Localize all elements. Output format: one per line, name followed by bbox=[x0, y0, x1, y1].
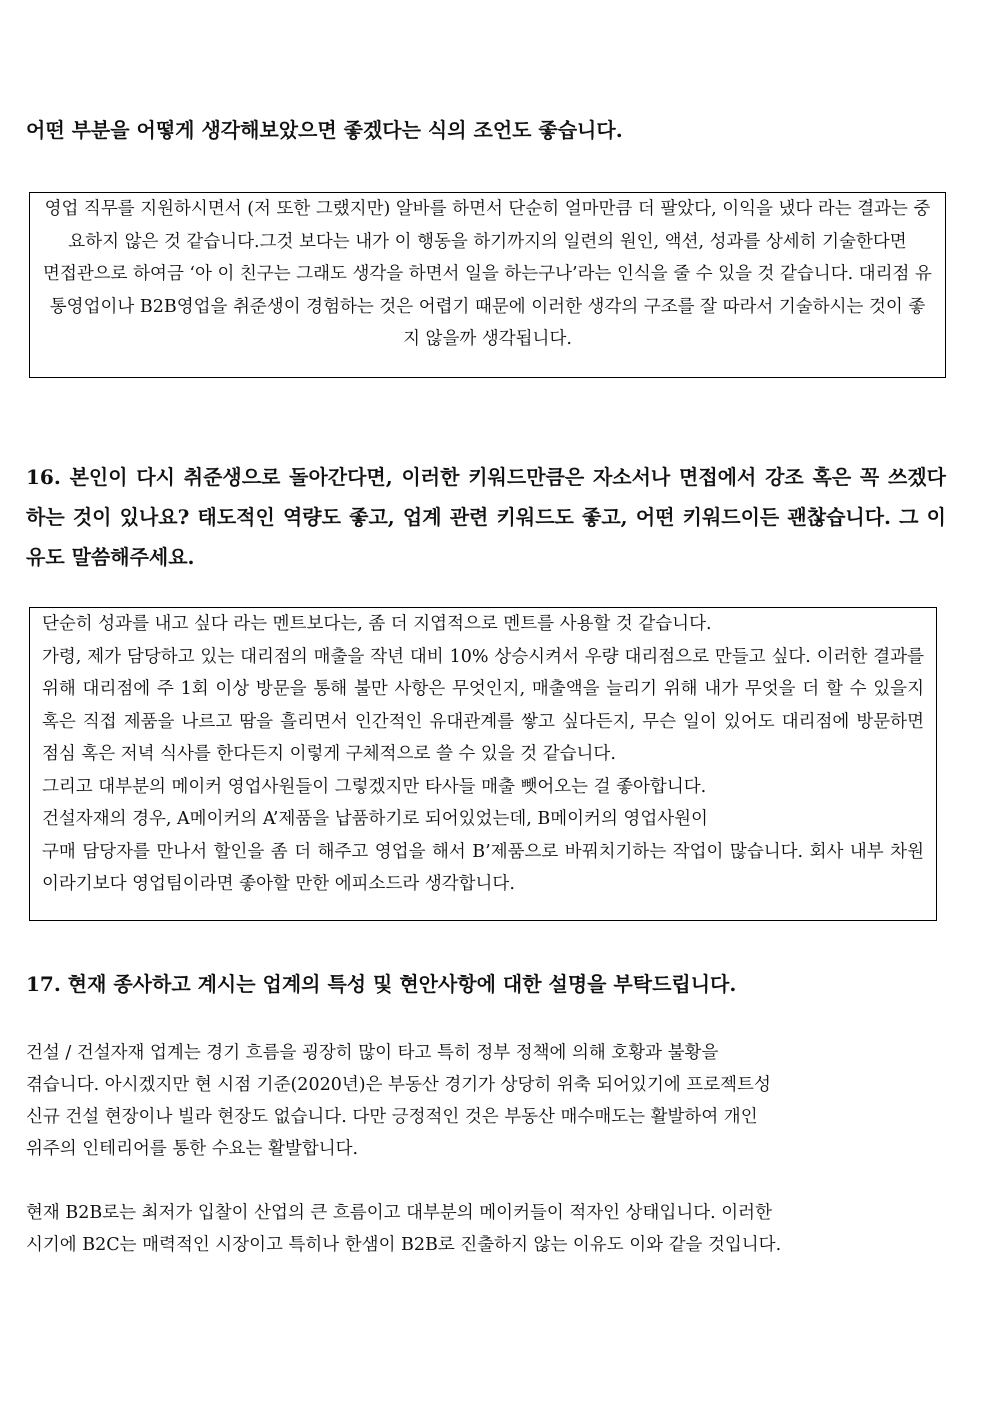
answer-box-1-paragraph: 면접관으로 하여금 ‘아 이 친구는 그래도 생각을 하면서 일을 하는구나’라는 인식을 줄 수 있을 것 같습니다. 대리점 유통영업이나 B2B영업을 취준생이 경험하는 것은 어렵기 때문에 이러한 생각의 구조를 잘 따라서 기술하시는 것이 좋지 않을까 생각됩니다. bbox=[43, 264, 932, 349]
text-line: 시기에 B2C는 매력적인 시장이고 특히나 한샘이 B2B로 진출하지 않는 이유도 이와 같을 것입니다. bbox=[26, 1235, 782, 1255]
question-17-paragraph-2 bbox=[26, 1197, 936, 1261]
answer-box-2-paragraph: 건설자재의 경우, A메이커의 A’제품을 납품하기로 되어있었는데, B메이커의 영업사원이 bbox=[42, 809, 708, 829]
question-17-paragraph-1 bbox=[26, 1037, 936, 1165]
answer-box-1 bbox=[29, 192, 946, 378]
text-line: 신규 건설 현장이나 빌라 현장도 없습니다. 다만 긍정적인 것은 부동산 매수매도는 활발하여 개인 bbox=[26, 1107, 758, 1127]
text-line: 겪습니다. 아시겠지만 현 시점 기준(2020년)은 부동산 경기가 상당히 위축 되어있기에 프로젝트성 bbox=[26, 1075, 771, 1095]
question-17-heading: 17. 현재 종사하고 계시는 업계의 특성 및 현안사항에 대한 설명을 부탁드립니다. bbox=[26, 972, 737, 996]
answer-box-2-paragraph: 구매 담당자를 만나서 할인을 좀 더 해주고 영업을 해서 B’제품으로 바꿔치기하는 작업이 많습니다. 회사 내부 차원이라기보다 영업팀이라면 좋아할 만한 에피소드라 생각합니다. bbox=[42, 841, 924, 894]
text-line: 위주의 인테리어를 통한 수요는 활발합니다. bbox=[26, 1139, 359, 1159]
text-line: 현재 B2B로는 최저가 입찰이 산업의 큰 흐름이고 대부분의 메이커들이 적자인 상태입니다. 이러한 bbox=[26, 1203, 772, 1223]
intro-heading: 어떤 부분을 어떻게 생각해보았으면 좋겠다는 식의 조언도 좋습니다. bbox=[26, 118, 623, 142]
text-line: 건설 / 건설자재 업계는 경기 흐름을 굉장히 많이 타고 특히 정부 정책에 의해 호황과 불황을 bbox=[26, 1043, 719, 1063]
answer-box-2-paragraph: 단순히 성과를 내고 싶다 라는 멘트보다는, 좀 더 지엽적으로 멘트를 사용할 것 같습니다. bbox=[42, 614, 712, 634]
answer-box-1-paragraph: 영업 직무를 지원하시면서 (저 또한 그랬지만) 알바를 하면서 단순히 얼마만큼 더 팔았다, 이익을 냈다 라는 결과는 중요하지 않은 것 같습니다.그것 보다는 내가 이 행동을 하기까지의 일련의 원인, 액션, 성과를 상세히 기술한다면 bbox=[44, 199, 931, 252]
answer-box-2-paragraph: 그리고 대부분의 메이커 영업사원들이 그렇겠지만 타사들 매출 뺏어오는 걸 좋아합니다. bbox=[42, 776, 707, 797]
answer-box-2 bbox=[29, 607, 937, 921]
answer-box-2-paragraph: 가령, 제가 담당하고 있는 대리점의 매출을 작년 대비 10% 상승시켜서 우량 대리점으로 만들고 싶다. 이러한 결과를 위해 대리점에 주 1회 이상 방문을 통해 불만 사항은 무엇인지, 매출액을 늘리기 위해 내가 무엇을 더 할 수 있을지 혹은 직접 제품을 나르고 땀을 흘리면서 인간적인 유대관계를 쌓고 싶다든지, 무슨 일이 있어도 대리점에 방문하면 점심 혹은 저녁 식사를 한다든지 이렇게 구체적으로 쓸 수 있을 것 같습니다. bbox=[42, 646, 924, 764]
question-16-heading: 16. 본인이 다시 취준생으로 돌아간다면, 이러한 키워드만큼은 자소서나 면접에서 강조 혹은 꼭 쓰겠다 하는 것이 있나요? 태도적인 역량도 좋고, 업계 관련 키워드도 좋고, 어떤 키워드이든 괜찮습니다. 그 이유도 말씀해주세요. bbox=[26, 465, 946, 569]
